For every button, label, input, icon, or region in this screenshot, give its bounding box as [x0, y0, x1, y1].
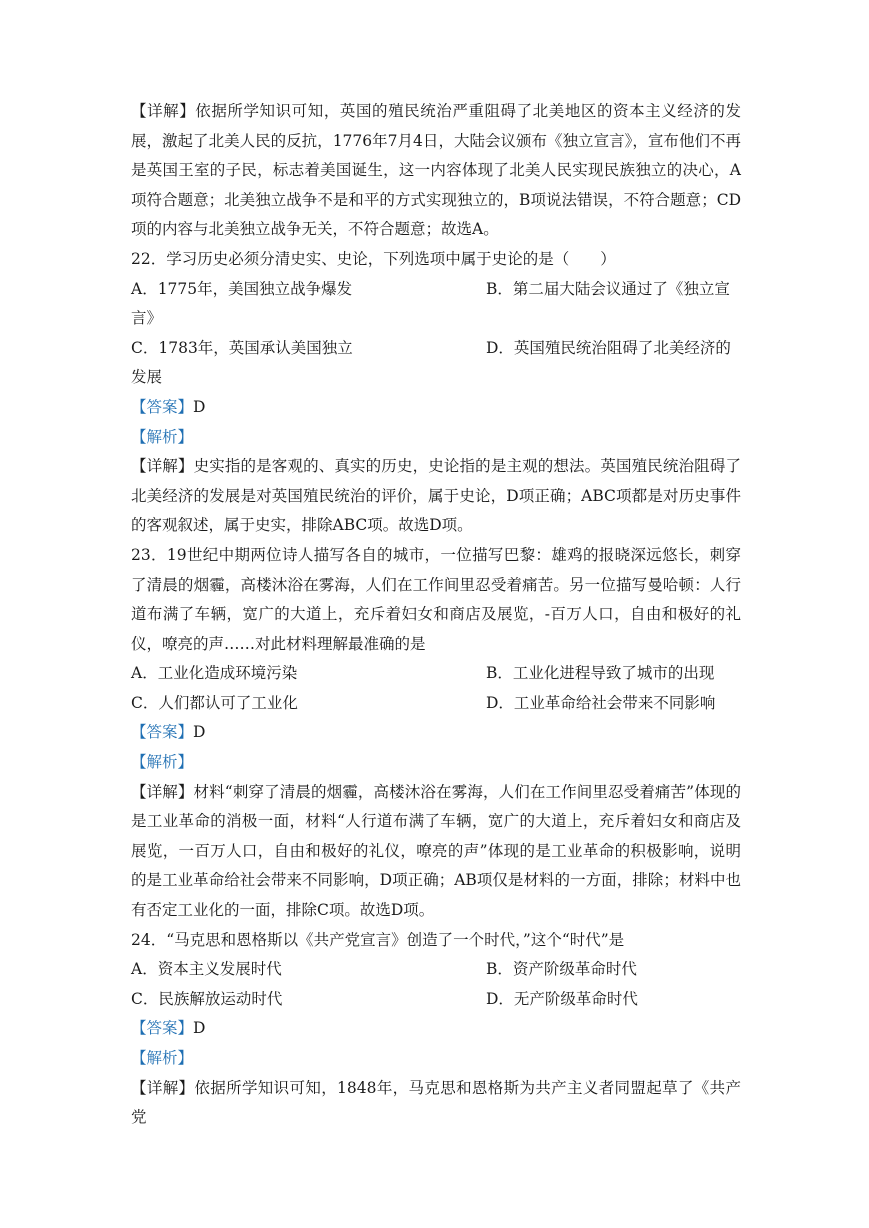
- detail-tag: 【详解】: [131, 457, 194, 476]
- detail-tag: 【详解】: [131, 1078, 195, 1097]
- detail-tag: 【详解】: [131, 782, 194, 801]
- option-b: B．资产阶级革命时代: [486, 960, 637, 979]
- document-page: [131, 97, 741, 1133]
- question-23: [131, 541, 741, 926]
- option-a: A．资本主义发展时代: [131, 960, 282, 979]
- answer-value: D: [193, 723, 206, 742]
- option-b-continuation: 言》: [131, 309, 163, 328]
- option-b: B．第二届大陆会议通过了《独立宣: [486, 279, 730, 298]
- question-24: [131, 926, 741, 1133]
- analysis-tag: 【解析】: [131, 427, 194, 446]
- options-block: [131, 275, 741, 393]
- option-d: D．英国殖民统治阻碍了北美经济的: [486, 338, 731, 357]
- answer-line: [131, 1014, 741, 1044]
- analysis-tag: 【解析】: [131, 753, 194, 772]
- answer-tag: 【答案】: [131, 723, 194, 742]
- answer-value: D: [193, 1019, 206, 1038]
- question-22: [131, 245, 741, 541]
- option-a: A．工业化造成环境污染: [131, 664, 298, 683]
- option-b: B．工业化进程导致了城市的出现: [486, 664, 715, 683]
- detail-paragraph: [131, 778, 741, 926]
- option-c: C．1783年，英国承认美国独立: [131, 338, 353, 357]
- detail-text: 依据所学知识可知，1848年，马克思和恩格斯为共产主义者同盟起草了《共产党: [131, 1078, 741, 1127]
- options-block: [131, 659, 741, 718]
- detail-paragraph: [131, 1074, 741, 1133]
- answer-value: D: [193, 397, 206, 416]
- detail-text: 材料“刺穿了清晨的烟霾，高楼沐浴在雾海，人们在工作间里忍受着痛苦”体现的是工业革命的消极一面，材料“人行道布满了车辆，宽广的大道上，充斥着妇女和商店及展览，一百万人口，自由和极好的礼仪，嘹亮的声”体现的是工业革命的积极影响，说明的是工业革命给社会带来不同影响，D项正确；AB项仅是材料的一方面，排除；材料中也有否定工业化的一面，排除C项。故选D项。: [131, 782, 741, 920]
- intro-detail-paragraph: [131, 97, 741, 245]
- option-d: D．工业革命给社会带来不同影响: [486, 693, 716, 712]
- question-stem: 22．学习历史必须分清史实、史论，下列选项中属于史论的是（ ）: [131, 249, 616, 268]
- option-d: D．无产阶级革命时代: [486, 989, 638, 1008]
- question-stem: 24．“马克思和恩格斯以《共产党宣言》创造了一个时代，”这个“时代”是: [131, 930, 625, 949]
- detail-paragraph: [131, 452, 741, 541]
- answer-line: [131, 393, 741, 423]
- answer-line: [131, 718, 741, 748]
- option-a: A．1775年，美国独立战争爆发: [131, 279, 353, 298]
- answer-tag: 【答案】: [131, 397, 194, 416]
- option-c: C．人们都认可了工业化: [131, 693, 298, 712]
- analysis-tag: 【解析】: [131, 1049, 194, 1067]
- detail-text: 史实指的是客观的、真实的历史，史论指的是主观的想法。英国殖民统治阻碍了北美经济的发展是对英国殖民统治的评价，属于史论，D项正确；ABC项都是对历史事件的客观叙述，属于史实，排除ABC项。故选D项。: [131, 457, 741, 535]
- question-stem: 23．19世纪中期两位诗人描写各自的城市，一位描写巴黎：雄鸡的报晓深远悠长，刺穿了清晨的烟霾，高楼沐浴在雾海，人们在工作间里忍受着痛苦。另一位描写曼哈顿：人行道布满了车辆，宽广的大道上，充斥着妇女和商店及展览，-百万人口，自由和极好的礼仪，嘹亮的声……对此材料理解最准确的是: [131, 545, 741, 653]
- option-c: C．民族解放运动时代: [131, 989, 283, 1008]
- option-d-continuation: 发展: [131, 368, 163, 387]
- detail-text: 依据所学知识可知，英国的殖民统治严重阻碍了北美地区的资本主义经济的发展，激起了北美人民的反抗，1776年7月4日，大陆会议颁布《独立宣言》，宣布他们不再是英国王室的子民，标志着美国诞生，这一内容体现了北美人民实现民族独立的决心，A项符合题意；北美独立战争不是和平的方式实现独立的，B项说法错误，不符合题意；CD项的内容与北美独立战争无关，不符合题意；故选A。: [131, 102, 741, 239]
- detail-tag: 【详解】: [131, 102, 196, 120]
- options-block: [131, 955, 741, 1014]
- answer-tag: 【答案】: [131, 1019, 194, 1038]
